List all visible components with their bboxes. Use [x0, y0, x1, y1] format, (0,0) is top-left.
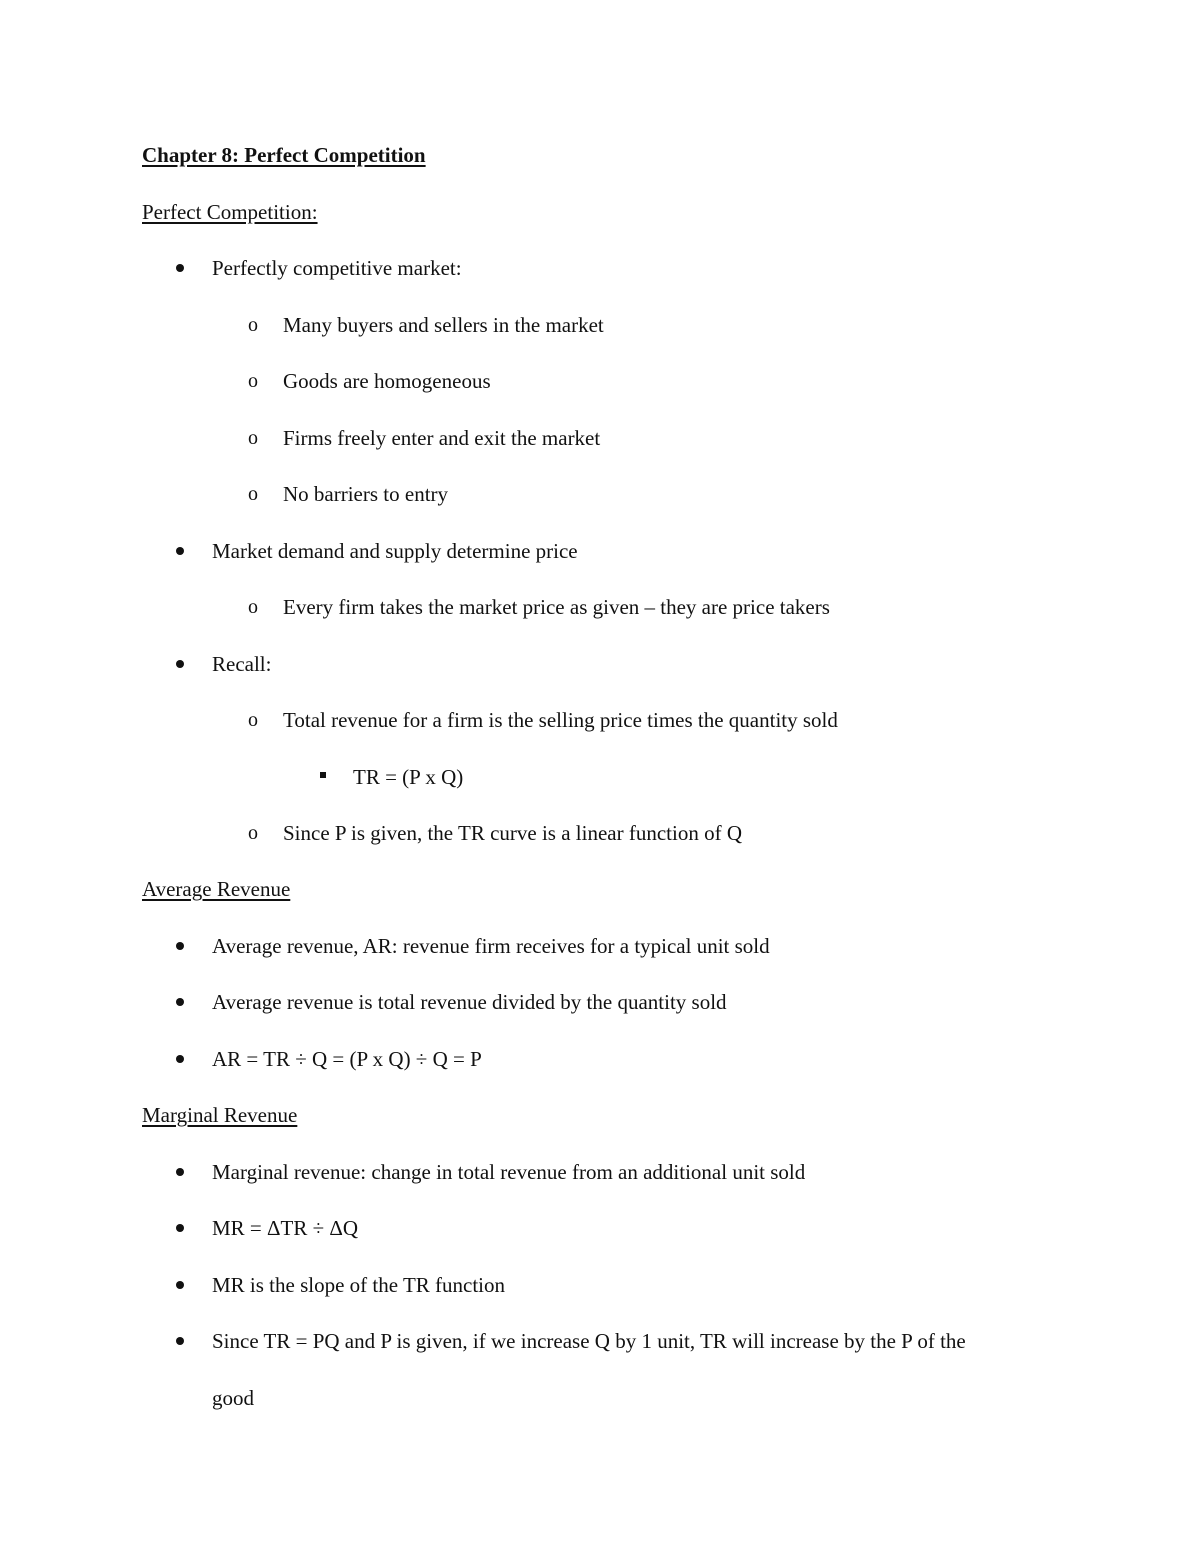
sub-bullet-icon: o	[248, 709, 258, 731]
sub-bullet-icon: o	[248, 822, 258, 844]
sub-bullet-many-buyers: Many buyers and sellers in the market	[283, 313, 604, 337]
bullet-icon	[176, 1224, 184, 1232]
bullet-ar-definition: Average revenue, AR: revenue firm receives for a typical unit sold	[212, 934, 770, 958]
bullet-demand-supply-price: Market demand and supply determine price	[212, 539, 578, 563]
bullet-tr-increase-line2: good	[212, 1386, 254, 1410]
formula-ar: AR = TR ÷ Q = (P x Q) ÷ Q = P	[212, 1047, 482, 1071]
bullet-perfectly-competitive-market: Perfectly competitive market:	[212, 256, 462, 280]
section-heading-marginal-revenue: Marginal Revenue	[142, 1103, 298, 1127]
bullet-icon	[176, 1055, 184, 1063]
bullet-ar-divided: Average revenue is total revenue divided by the quantity sold	[212, 990, 727, 1014]
square-bullet-icon	[320, 772, 326, 778]
bullet-icon	[176, 1168, 184, 1176]
formula-tr: TR = (P x Q)	[353, 765, 464, 789]
document-title: Chapter 8: Perfect Competition	[142, 143, 426, 167]
bullet-icon	[176, 942, 184, 950]
bullet-icon	[176, 547, 184, 555]
sub-bullet-enter-exit: Firms freely enter and exit the market	[283, 426, 601, 450]
bullet-icon	[176, 264, 184, 272]
bullet-icon	[176, 998, 184, 1006]
formula-mr: MR = ΔTR ÷ ΔQ	[212, 1216, 359, 1240]
sub-bullet-icon: o	[248, 483, 258, 505]
sub-bullet-icon: o	[248, 314, 258, 336]
bullet-icon	[176, 1281, 184, 1289]
bullet-icon	[176, 660, 184, 668]
bullet-mr-slope: MR is the slope of the TR function	[212, 1273, 506, 1297]
sub-bullet-icon: o	[248, 427, 258, 449]
sub-bullet-no-barriers: No barriers to entry	[283, 482, 449, 506]
bullet-recall: Recall:	[212, 652, 272, 676]
sub-bullet-icon: o	[248, 596, 258, 618]
sub-bullet-homogeneous: Goods are homogeneous	[283, 369, 491, 393]
bullet-tr-increase-line1: Since TR = PQ and P is given, if we increase Q by 1 unit, TR will increase by the P of the	[212, 1329, 966, 1353]
bullet-icon	[176, 1337, 184, 1345]
bullet-mr-definition: Marginal revenue: change in total revenue from an additional unit sold	[212, 1160, 806, 1184]
section-heading-perfect-competition: Perfect Competition:	[142, 200, 318, 224]
sub-bullet-total-revenue: Total revenue for a firm is the selling price times the quantity sold	[283, 708, 838, 732]
sub-bullet-icon: o	[248, 370, 258, 392]
sub-bullet-price-takers: Every firm takes the market price as given – they are price takers	[283, 595, 830, 619]
section-heading-average-revenue: Average Revenue	[142, 877, 291, 901]
sub-bullet-tr-linear: Since P is given, the TR curve is a linear function of Q	[283, 821, 742, 845]
